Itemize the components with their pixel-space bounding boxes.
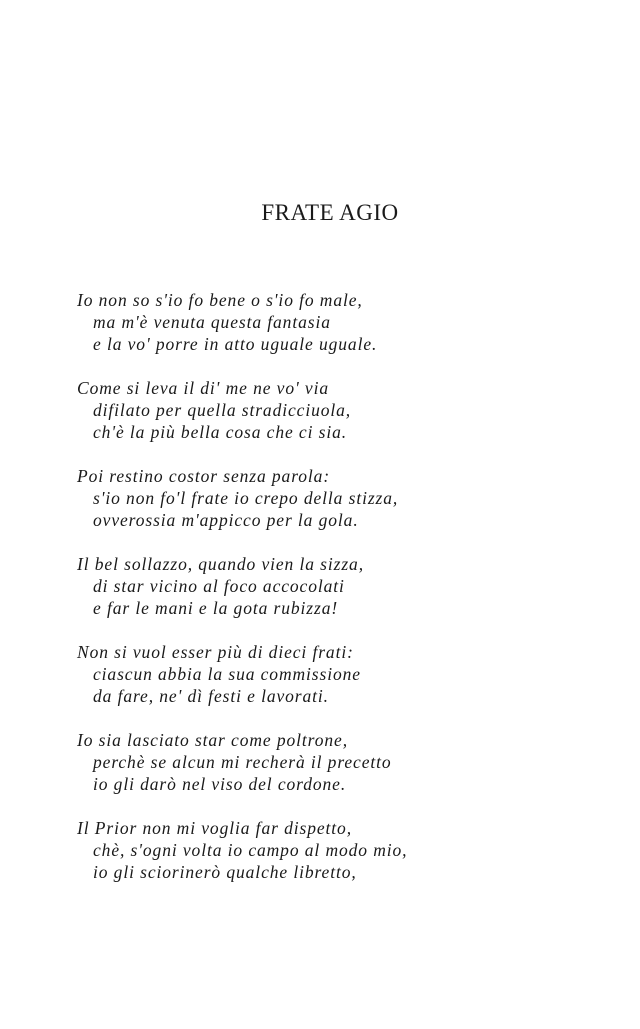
poem-body [77,289,597,905]
verse-line: di star vicino al foco accocolati [93,576,345,596]
stanza-2 [77,377,597,443]
stanza-4 [77,553,597,619]
verse-line: Io non so s'io fo bene o s'io fo male, [77,290,363,310]
stanza-6 [77,729,597,795]
verse-line: ovverossia m'appicco per la gola. [93,510,359,530]
stanza-5 [77,641,597,707]
verse-line: difilato per quella stradicciuola, [93,400,352,420]
verse-line: perchè se alcun mi recherà il precetto [93,752,392,772]
verse-line: Non si vuol esser più di dieci frati: [77,642,354,662]
verse-line: ciascun abbia la sua commissione [93,664,361,684]
poem-title: FRATE AGIO [261,200,399,225]
verse-line: e la vo' porre in atto uguale uguale. [93,334,378,354]
stanza-1 [77,289,597,355]
verse-line: Io sia lasciato star come poltrone, [77,730,348,750]
verse-line: Poi restino costor senza parola: [77,466,331,486]
verse-line: io gli darò nel viso del cordone. [93,774,347,794]
verse-line: Il bel sollazzo, quando vien la sizza, [77,554,364,574]
verse-line: da fare, ne' dì festi e lavorati. [93,686,329,706]
verse-line: Come si leva il di' me ne vo' via [77,378,329,398]
verse-line: io gli sciorinerò qualche libretto, [93,862,357,882]
verse-line: s'io non fo'l frate io crepo della stizza, [93,488,399,508]
verse-line: ch'è la più bella cosa che ci sia. [93,422,348,442]
verse-line: Il Prior non mi voglia far dispetto, [77,818,352,838]
stanza-7 [77,817,597,883]
verse-line: ma m'è venuta questa fantasia [93,312,331,332]
verse-line: chè, s'ogni volta io campo al modo mio, [93,840,408,860]
verse-line: e far le mani e la gota rubizza! [93,598,339,618]
stanza-3 [77,465,597,531]
